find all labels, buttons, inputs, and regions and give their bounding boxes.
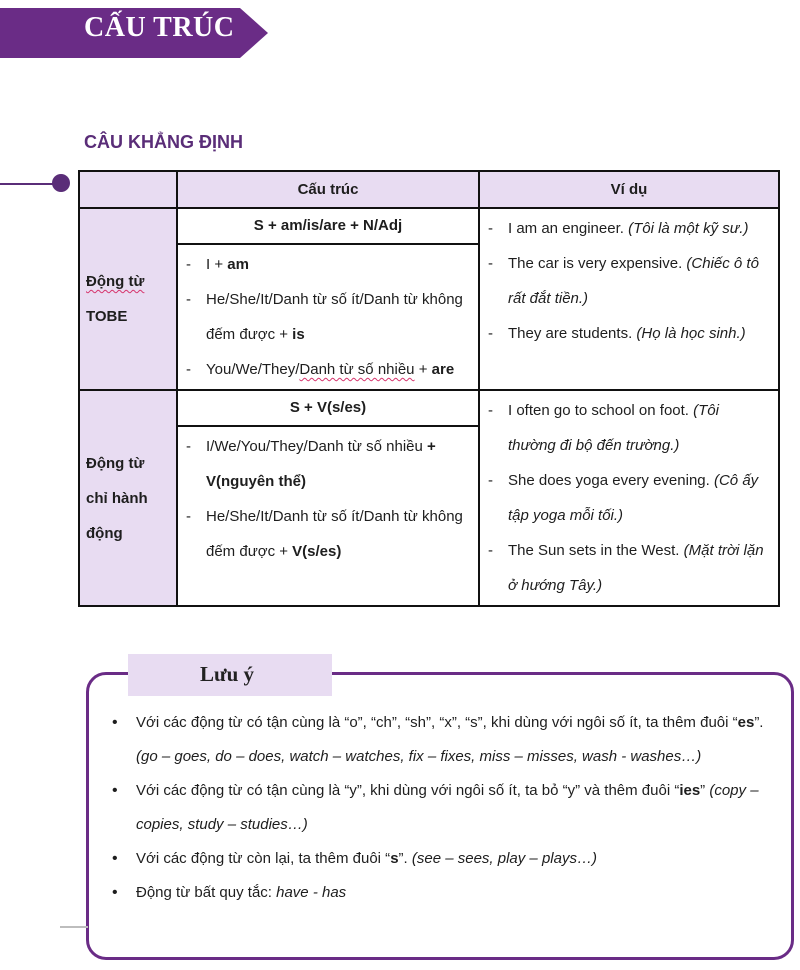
text-bold: are xyxy=(431,361,455,378)
example-vi: (Tôi là một kỹ sư.) xyxy=(628,220,749,237)
text: Với các động từ có tận cùng là “y”, khi dùng với ngôi số ít, ta bỏ “y” và thêm đuôi “ xyxy=(136,782,680,799)
list-item xyxy=(184,247,470,282)
text-bold: is xyxy=(292,326,305,343)
text: He/She/It/Danh từ số ít/Danh từ không đếm được + xyxy=(206,508,463,560)
structure-cell-action xyxy=(177,390,479,606)
label-line: TOBE xyxy=(86,308,128,325)
example-en: I am an engineer. xyxy=(508,220,629,237)
list-item xyxy=(184,282,470,352)
example-en: She does yoga every evening. xyxy=(508,472,714,489)
formula-tobe: S + am/is/are + N/Adj xyxy=(178,209,478,245)
text-bold: V(s/es) xyxy=(292,543,342,560)
example-vi: (Tôi thường đi bộ đến trường.) xyxy=(508,402,719,454)
label-line: Động từ xyxy=(86,454,145,472)
example-en: I often go to school on foot. xyxy=(508,402,694,419)
text: I/We/You/They/Danh từ số nhiều xyxy=(206,438,428,455)
example-list-action xyxy=(480,391,778,605)
text-bold: ies xyxy=(679,782,701,799)
list-item xyxy=(184,499,470,569)
connector-dot xyxy=(52,174,70,192)
text: Động từ bất quy tắc: xyxy=(136,884,277,901)
note-item xyxy=(110,774,778,842)
text-italic: have - has xyxy=(276,884,347,901)
section-heading: CÂU KHẲNG ĐỊNH xyxy=(84,132,243,152)
text-bold: + V(nguyên thể) xyxy=(206,438,436,490)
text: ”. xyxy=(754,714,764,731)
list-item xyxy=(486,211,770,246)
header-structure: Cấu trúc xyxy=(177,171,479,208)
text-bold: s xyxy=(390,850,399,867)
text: Với các động từ có tận cùng là “o”, “ch”, “sh”, “x”, “s”, khi dùng với ngôi số ít, ta thêm đuôi “ xyxy=(136,714,738,731)
text-italic: (copy – copies, study – studies…) xyxy=(136,782,759,833)
label-line: Động từ xyxy=(86,273,145,290)
side-rule xyxy=(60,926,88,928)
list-item xyxy=(486,246,770,316)
note-item xyxy=(110,876,778,910)
note-item xyxy=(110,842,778,876)
list-item xyxy=(184,352,470,387)
formula-action: S + V(s/es) xyxy=(178,391,478,427)
example-en: They are students. xyxy=(508,325,637,342)
text: I + xyxy=(206,256,228,273)
example-cell-action xyxy=(479,390,779,606)
example-vi: (Cô ấy tập yoga mỗi tối.) xyxy=(508,472,759,524)
list-item xyxy=(486,533,770,603)
text: ”. xyxy=(398,850,412,867)
example-en: The car is very expensive. xyxy=(508,255,687,272)
example-vi: (Họ là học sinh.) xyxy=(636,325,746,342)
text-underlined: Danh từ số nhiều xyxy=(299,361,415,378)
text-italic: (go – goes, do – does, watch – watches, fix – fixes, miss – misses, wash - washes…) xyxy=(136,748,702,765)
note-item xyxy=(110,706,778,774)
text: He/She/It/Danh từ số ít/Danh từ không đếm được + xyxy=(206,291,463,343)
row-label-action xyxy=(79,390,177,606)
example-vi: (Mặt trời lặn ở hướng Tây.) xyxy=(508,542,764,594)
header-example: Ví dụ xyxy=(479,171,779,208)
label-line: chỉ hành xyxy=(86,489,148,507)
table-row-action xyxy=(79,390,779,606)
text: + xyxy=(414,361,432,378)
example-list-tobe xyxy=(480,209,778,353)
list-item xyxy=(486,393,770,463)
list-item xyxy=(184,429,470,499)
structure-list-tobe xyxy=(178,245,478,389)
grammar-table xyxy=(78,170,780,607)
example-en: The Sun sets in the West. xyxy=(508,542,684,559)
example-cell-tobe xyxy=(479,208,779,390)
text-bold: es xyxy=(737,714,755,731)
structure-list-action xyxy=(178,427,478,571)
page-title: CẤU TRÚC xyxy=(84,12,235,43)
structure-cell-tobe xyxy=(177,208,479,390)
list-item xyxy=(486,316,770,351)
text: ” xyxy=(700,782,710,799)
text: You/We/They/ xyxy=(206,361,300,378)
text-italic: (see – sees, play – plays…) xyxy=(411,850,597,867)
label-line: động xyxy=(86,524,123,542)
text-bold: am xyxy=(227,256,249,273)
list-item xyxy=(486,463,770,533)
connector-line xyxy=(0,183,56,185)
example-vi: (Chiếc ô tô rất đắt tiền.) xyxy=(508,255,759,307)
note-title: Lưu ý xyxy=(200,662,255,686)
table-header-row xyxy=(79,171,779,208)
text: Với các động từ còn lại, ta thêm đuôi “ xyxy=(136,850,391,867)
header-blank-cell xyxy=(79,171,177,208)
note-list xyxy=(110,706,778,910)
row-label-tobe xyxy=(79,208,177,390)
table-row-tobe xyxy=(79,208,779,390)
